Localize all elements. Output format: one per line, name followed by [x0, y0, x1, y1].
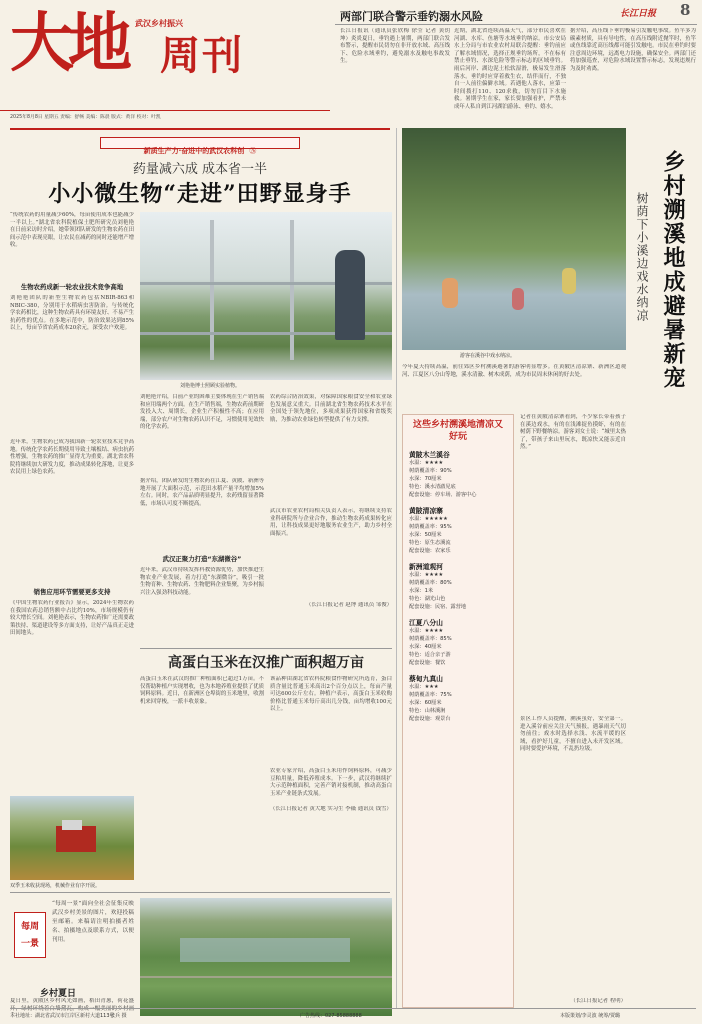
footer-address: 本社地址：湖北省武汉市江岸区新村大道113号 [10, 1013, 115, 1019]
right-feature-body-3: 景区工作人员提醒，溯溪虽好，安全第一。进入溪谷前应关注天气预报，遇暴雨天气切勿前往；戏水时选择水浅、水流平缓的区域，看护好儿童，不擅自进入未开发区域。同时要爱护环境，不乱扔垃圾。 [520, 716, 626, 753]
mid-story-body-2: 该品种由湖北省农科院粮食作物研究所选育，蛋白质含量比普通玉米高出2个百分点以上，每亩产量可达600公斤左右。种植户表示，高蛋白玉米收购价格比普通玉米每斤高出几分钱，亩均增收100元以上。 [270, 676, 392, 713]
lab-photo-caption: 刘艳艳博士照顾实验植物。 [180, 383, 241, 389]
top-story-lead: 长江日报讯（通讯员张欣梅 徐莹 记者 黄钥坤）炎炎夏日，垂钓遇上暑期，两部门联合发布警示，提醒市民切勿在非开放水域、高压线下、危险水域垂钓，避免溺水及触电事故发生。 [340, 28, 450, 65]
promo-photo-credit: 张兵 摄 [110, 1013, 127, 1019]
main-col3-para-2: 武汉市农业农村局相关负责人表示，将继续支持农业科研院所与企业合作，推动生物农药成果转化应用，让科技成果更好地服务农业生产，助力乡村全面振兴。 [270, 508, 392, 537]
top-story-body-2: 据介绍，高压线下垂钓极易引发触电事故。鱼竿多为碳素材质，具有导电性，在高压线附近抛竿时，鱼竿或鱼线靠近高压线都可能引发触电。市民在垂钓时要注意周边环境，远离电力设施，确保安全。两部门还将加强巡查，对危险水域设置警示标志，发现违规行为及时劝离。 [570, 28, 696, 72]
guide-place-detail: 树荫覆盖率：80% [409, 580, 452, 586]
guide-place-name: 黄陂清凉寨 [409, 507, 443, 515]
right-feature-subtitle: 树荫下小溪边戏水纳凉 [635, 192, 649, 322]
guide-place-detail: 配套设施：民宿、露营地 [409, 604, 467, 610]
guide-place-detail: 特色：湖光山色 [409, 596, 446, 602]
guide-place-detail: 水温：★★★★ [409, 572, 444, 578]
right-feature-body-1: 今年夏天持续高温，前往郊区乡村溯溪避暑的游客明显增多。在黄陂区清凉寨、新洲区道观河、江夏区八分山等地，溪水清澈、树木成荫，成为市民周末休闲的好去处。 [402, 364, 626, 378]
series-banner [100, 137, 300, 155]
top-story-body: 近期，湖北省连续高温天气，部分市民喜欢在河湖、水库、鱼塘等水域垂钓纳凉。市公安局水上分局与市农业农村局联合提醒：垂钓前应了解水域情况，选择正规垂钓场所，不在标有禁止垂钓、水深危险等警示标志的区域垂钓。雨后河岸、湖边泥土松软湿滑，极易发生滑落落水。垂钓时应穿着救生衣，结伴而行，不独自一人前往偏僻水域。若遇他人落水，应第一时间拨打110、120求救，切勿盲目下水施救。暑期学生在家，家长要加强看护，严禁未成年人私自到江河湖泊游泳、垂钓、嬉水。 [454, 28, 566, 110]
harvest-photo-caption: 双季玉米收获现场，机械作业有序开展。 [10, 883, 101, 889]
main-col1-para-4: 《中国生物农药行业报告》显示，2024年生物农药在我国农药总销售额中占比约10%，市场规模仍有较大增长空间。刘艳艳表示，生物农药推广还需要政策扶持、渠道建设等多方面支持，让好产品真正走进田间地头。 [10, 600, 134, 637]
main-col-3 [270, 394, 392, 636]
page-number: 8 [680, 1, 691, 19]
top-story-headline: 两部门联合警示垂钓溺水风险 [340, 10, 483, 23]
guide-place-name: 江夏八分山 [409, 619, 443, 627]
main-col1-para-1: “传统农药的用量减少60%，每亩使用成本也能减少一半以上。”湖北省农科院植保土肥所研究员刘艳艳在日前采访时介绍，她带领团队研发的生物农药在田间示范中表现亮眼，让农民在减药的同时还能增产增收。 [10, 212, 134, 249]
guide-place-detail: 水温：★★★ [409, 684, 439, 690]
guide-place-detail: 水深：1米 [409, 588, 434, 594]
guide-box [402, 414, 514, 1008]
promo-badge-line-1: 每周 [20, 922, 39, 932]
main-col2-para-2: 据介绍，团队研发的生物农药在江夏、黄陂、新洲等地开展了大面积示范，示范田水稻产量平均增加5%左右。同时，农产品品质明显提升，农药残留显著降低，市场认可度不断提高。 [140, 478, 264, 507]
mid-story-byline: （长江日报记者 黄大地 实习生 李薇 通讯员 钱雪） [270, 806, 392, 812]
guide-place-detail: 水深：50厘米 [409, 532, 442, 538]
harvest-photo [10, 796, 134, 880]
promo-photo-desc: 夏日里，黄陂区乡村风光如画，稻田青葱，荷花盛开，绿树环绕着白墙黛瓦，构成一幅美丽的乡村画 [10, 998, 134, 1012]
guide-place-detail: 树荫覆盖率：95% [409, 524, 452, 530]
series-banner-text: 新质生产力·奋进中的武汉农科创 [143, 147, 245, 155]
right-feature-photo [402, 128, 626, 350]
main-col-1 [10, 212, 134, 794]
main-col1-para-3: 近年来，生物农药已成为我国新一轮农业技术竞争高地。传统化学农药长期使用导致土壤板结、病虫抗药性增强，生物农药的推广显得尤为重要。湖北省农科院将继续加大研发力度，推动成果转化落地，让更多农民用上绿色农药。 [10, 439, 134, 476]
guide-place-name: 新洲道观河 [409, 563, 443, 571]
main-col2-para-3: 近年来，武汉市持续发挥科教资源优势，加快推进生物农业产业发展，着力打造“东湖微谷”，吸引一批生物育种、生物农药、生物肥料企业集聚，为乡村振兴注入强劲科技动能。 [140, 567, 264, 596]
right-feature-photo-caption: 游客在溪谷中戏水纳凉。 [460, 353, 516, 359]
guide-place-detail: 特色：山林溪涧 [409, 708, 446, 714]
guide-place-detail: 树荫覆盖率：75% [409, 692, 452, 698]
right-feature-title: 乡村溯溪地成避暑新宠 [660, 150, 686, 390]
main-col3-para-1: 农药综合防治效果，对保障国家粮食安全和农业绿色发展意义重大。目前湖北省生物农药技术水平在全国处于领先地位，多项成果获得国家和省级奖励，为推动农业绿色转型提供了有力支撑。 [270, 394, 392, 423]
main-col1-para-2: 刘艳艳团队的新型生物农药包括NBIR-863和NBIC-380，分别用于水稻病虫害防治。与传统化学农药相比，这种生物农药具有环境友好、不易产生抗药性的优点。在多地示范中，防治效果达到85%以上，每亩节省农药成本20余元，深受农户欢迎。 [10, 295, 134, 332]
masthead-title: 大地 [10, 6, 126, 81]
main-col-2 [140, 394, 264, 636]
mid-story-headline: 高蛋白玉米在汉推广面积超万亩 [168, 655, 364, 671]
promo-badge [14, 912, 46, 958]
guide-place-detail: 配套设施：停车场、游客中心 [409, 492, 477, 498]
paper-name: 长江日报 [620, 9, 657, 19]
guide-place-detail: 水深：70厘米 [409, 476, 442, 482]
guide-place-detail: 配套设施：观景台 [409, 716, 451, 722]
footer-editor: 本版策划/李灵波 统筹/贾璐 [560, 1013, 620, 1019]
lab-photo [140, 212, 392, 380]
masthead [0, 0, 330, 124]
main-col1-subhead-2: 销售应用环节需要更多支持 [33, 588, 111, 596]
guide-place-detail: 树荫覆盖率：90% [409, 468, 452, 474]
masthead-slogan: 武汉乡村振兴 [135, 19, 183, 28]
issue-line: 2025年8月8日 星期五 责编：舒畅 美编：陈晨 版式：黄洋 校对：叶凯 [10, 115, 161, 120]
mid-story-body-1: 高蛋白玉米在武汉的推广种植面积已超过1万亩。不仅帮助种植户实现增收，也为本地养殖业提供了优质饲料原料。近日，在新洲区仓埠街的玉米地里，收割机来回穿梭，一派丰收景象。 [140, 676, 264, 705]
mid-story-body-3: 农业专家介绍，高蛋白玉米用作饲料原料，可减少豆粕用量，降低养殖成本。下一步，武汉将继续扩大示范种植面积，完善产销对接机制，推动高蛋白玉米产业链条式发展。 [270, 768, 392, 797]
guide-place-detail: 特色：溪水清澈见底 [409, 484, 456, 490]
guide-place-name: 蔡甸九真山 [409, 675, 443, 683]
guide-place-detail: 特色：原生态溪流 [409, 540, 451, 546]
main-headline: 小小微生物“走进”田野显身手 [48, 181, 352, 207]
main-kicker: 药量减六成 成本省一半 [132, 162, 268, 177]
guide-title: 这些乡村溯溪地清凉又好玩 [412, 420, 503, 442]
right-feature-byline: （长江日报记者 程明） [570, 998, 626, 1004]
guide-place-detail: 水温：★★★★ [409, 628, 444, 634]
guide-place-detail: 特色：适合亲子游 [409, 652, 451, 658]
guide-place-detail: 水深：40厘米 [409, 644, 442, 650]
guide-place-detail: 配套设施：农家乐 [409, 548, 451, 554]
guide-place-detail: 水温：★★★★ [409, 460, 444, 466]
guide-place-detail: 树荫覆盖率：85% [409, 636, 452, 642]
guide-place-detail: 水深：60厘米 [409, 700, 442, 706]
promo-badge-line-2: 一景 [20, 939, 39, 949]
village-aerial-photo [140, 898, 392, 1016]
guide-place-name: 黄陂木兰溪谷 [409, 451, 450, 459]
main-col2-para-1: 刘艳艳介绍，目前产业的困难主要体现在生产销售端和应用端两个方面。在生产销售端，生物农药前期研发投入大、周期长，企业生产积极性不高；在应用端，部分农户对生物农药认识不足，习惯使用见效快的化学农药。 [140, 394, 264, 431]
guide-list [409, 449, 507, 723]
right-feature-body-2: 记者在黄陂清凉寨看到，不少家长带着孩子在溪边戏水，有的在浅滩捉鱼摸虾，有的在树荫下野餐纳凉。游客刘女士说：“城里太热了，带孩子来山里玩水，既凉快又能亲近自然。” [520, 414, 626, 451]
promo-text: “每周一景”面向全社会征集反映武汉乡村美景的图片，欢迎投稿至邮箱。来稿请注明拍摄者姓名、拍摄地点及联系方式，以便刊用。 [52, 901, 134, 943]
main-col1-subhead-1: 生物农药成新一轮农业技术竞争高地 [20, 283, 124, 291]
main-col2-subhead-1: 武汉正聚力打造“东湖微谷” [162, 555, 242, 563]
guide-place-detail: 水温：★★★★★ [409, 516, 448, 522]
masthead-title-2: 周刊 [160, 32, 244, 79]
series-number: ㉖ [249, 147, 257, 155]
guide-place-detail: 配套设施：餐饮 [409, 660, 446, 666]
main-byline: （长江日报记者 赵博 通讯员 邹俊） [305, 602, 392, 608]
promo-photo-title: 乡村夏日 [40, 989, 77, 999]
footer-ad: 广告热线：027-85888888 [300, 1013, 362, 1019]
